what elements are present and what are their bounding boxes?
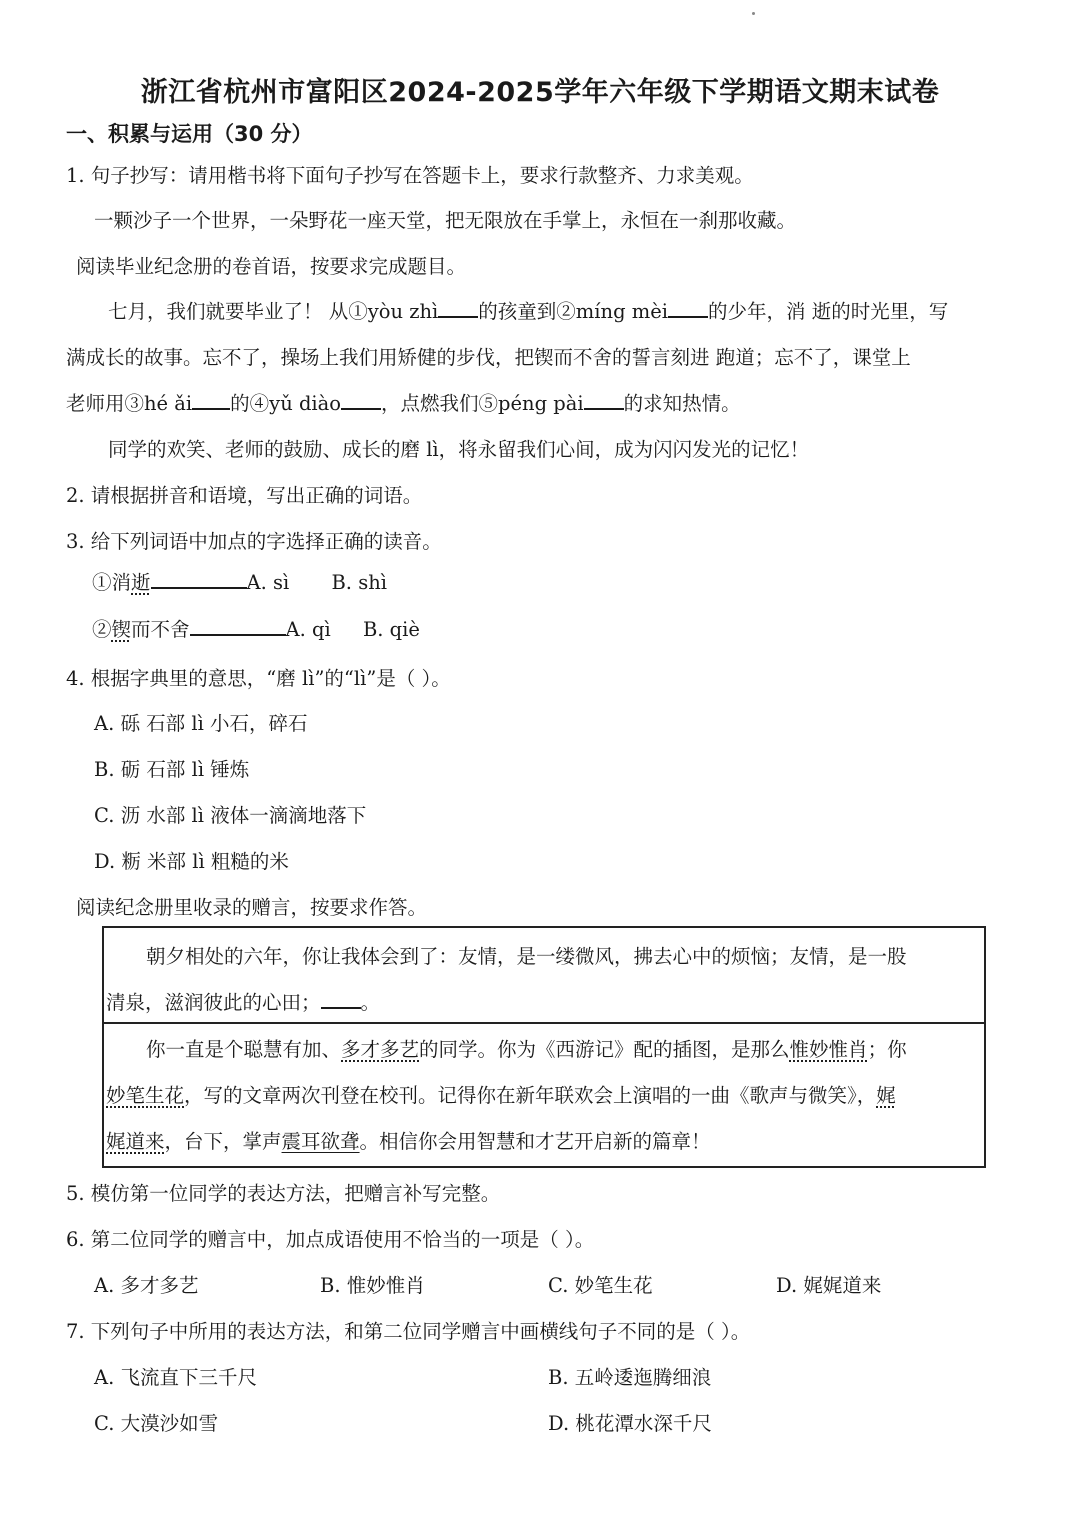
answer-blank[interactable] [192,390,230,410]
box2-line-3 [106,1126,711,1154]
underlined-idiom: 震耳欲聋 [281,1130,360,1153]
q4-choice-b[interactable]: B. 砺 石部 lì 锤炼 [94,758,250,781]
q3-choice-a[interactable]: A. sì [246,571,290,594]
passage-text: 的孩童到②míng mèi [478,300,669,323]
box1-line-2 [106,987,380,1015]
question-7: 7. 下列句子中所用的表达方法，和第二位同学赠言中画横线句子不同的是（ ）。 [66,1320,751,1343]
answer-blank[interactable] [341,390,381,410]
q7-choice-a[interactable]: A. 飞流直下三千尺 [94,1366,257,1389]
answer-blank[interactable] [190,616,286,636]
question-1: 1. 句子抄写：请用楷书将下面句子抄写在答题卡上，要求行款整齐、力求美观。 [66,164,754,187]
passage-text: 老师用③hé ǎi [66,392,193,415]
answer-blank[interactable] [584,390,624,410]
q3-choice-b[interactable]: B. shì [331,571,387,594]
q7-choice-b[interactable]: B. 五岭逶迤腾细浪 [548,1366,712,1389]
reading-intro-2: 阅读纪念册里收录的赠言，按要求作答。 [76,896,428,919]
passage-line-2: 满成长的故事。忘不了，操场上我们用矫健的步伐，把锲而不舍的誓言刻进 跑道；忘不了，课堂上 [66,346,911,369]
box1-text: 清泉，滋润彼此的心田； [106,991,321,1014]
passage-line-3 [66,388,741,416]
section-heading: 一、积累与运用（30 分） [66,122,313,146]
answer-blank[interactable] [438,298,478,318]
q4-choice-d[interactable]: D. 粝 米部 lì 粗糙的米 [94,850,289,873]
dotted-idiom: 娓道来 [106,1130,165,1153]
question-5: 5. 模仿第一位同学的表达方法，把赠言补写完整。 [66,1182,501,1205]
box2-text: 你一直是个聪慧有加、 [146,1038,342,1061]
q6-choice-b[interactable]: B. 惟妙惟肖 [320,1274,425,1297]
dotted-char: 逝 [131,571,151,594]
reading-intro-1: 阅读毕业纪念册的卷首语，按要求完成题目。 [76,255,467,278]
passage-line-1 [108,296,948,324]
question-2: 2. 请根据拼音和语境，写出正确的词语。 [66,484,423,507]
passage-line-4: 同学的欢笑、老师的鼓励、成长的磨 lì，将永留我们心间，成为闪闪发光的记忆！ [108,438,810,461]
q3-choice-b[interactable]: B. qiè [362,618,420,641]
q3-option-2 [92,614,420,642]
q7-choice-d[interactable]: D. 桃花潭水深千尺 [548,1412,712,1435]
box2-line-2 [106,1080,896,1108]
passage-text: 的④yǔ diào [230,392,342,415]
q3-word-prefix: ② [92,618,112,641]
box2-text: 。相信你会用智慧和才艺开启新的篇章！ [359,1130,711,1153]
page-title: 浙江省杭州市富阳区2024-2025学年六年级下学期语文期末试卷 [140,77,940,108]
question-3: 3. 给下列词语中加点的字选择正确的读音。 [66,530,442,553]
box2-line-1 [146,1034,907,1062]
copy-sentence: 一颗沙子一个世界，一朵野花一座天堂，把无限放在手掌上，永恒在一刹那收藏。 [94,209,797,232]
q3-word-prefix: ①消 [92,571,132,594]
q3-choice-a[interactable]: A. qì [285,618,331,641]
box2-text: 的同学。你为《西游记》配的插图，是那么 [419,1038,790,1061]
dotted-idiom: 多才多艺 [341,1038,420,1061]
q7-choice-c[interactable]: C. 大漠沙如雪 [94,1412,219,1435]
dotted-char: 锲 [111,618,132,641]
box1-text: 。 [360,991,381,1014]
scan-speck [752,12,755,15]
box2-text: ，台下，掌声 [164,1130,282,1153]
q3-word-rest: 而不舍 [131,618,190,641]
question-6: 6. 第二位同学的赠言中，加点成语使用不恰当的一项是（ ）。 [66,1228,595,1251]
q6-choice-c[interactable]: C. 妙笔生花 [548,1274,653,1297]
box1-line-1: 朝夕相处的六年，你让我体会到了：友情，是一缕微风，拂去心中的烦恼；友情，是一股 [146,945,907,968]
q6-choice-d[interactable]: D. 娓娓道来 [776,1274,882,1297]
q6-choice-a[interactable]: A. 多才多艺 [94,1274,199,1297]
dotted-idiom: 妙笔生花 [106,1084,185,1107]
dotted-idiom: 娓 [876,1084,896,1107]
q4-choice-c[interactable]: C. 沥 水部 lì 液体一滴滴地落下 [94,804,367,827]
passage-text: 七月，我们就要毕业了！ 从①yòu zhì [108,300,439,323]
answer-blank[interactable] [668,298,708,318]
box2-text: ；你 [867,1038,907,1061]
passage-text: 的少年，消 逝的时光里，写 [708,300,949,323]
answer-blank[interactable] [321,989,361,1009]
passage-text: 的求知热情。 [623,392,741,415]
box2-text: ，写的文章两次刊登在校刊。记得你在新年联欢会上演唱的一曲《歌声与微笑》， [184,1084,877,1107]
question-4: 4. 根据字典里的意思，“磨 lì”的“lì”是（ ）。 [66,667,451,690]
q3-option-1 [92,567,387,595]
dotted-idiom: 惟妙惟肖 [789,1038,868,1061]
passage-text: ，点燃我们⑤péng pài [381,392,584,415]
answer-blank[interactable] [151,569,247,589]
q4-choice-a[interactable]: A. 砾 石部 lì 小石，碎石 [94,712,308,735]
